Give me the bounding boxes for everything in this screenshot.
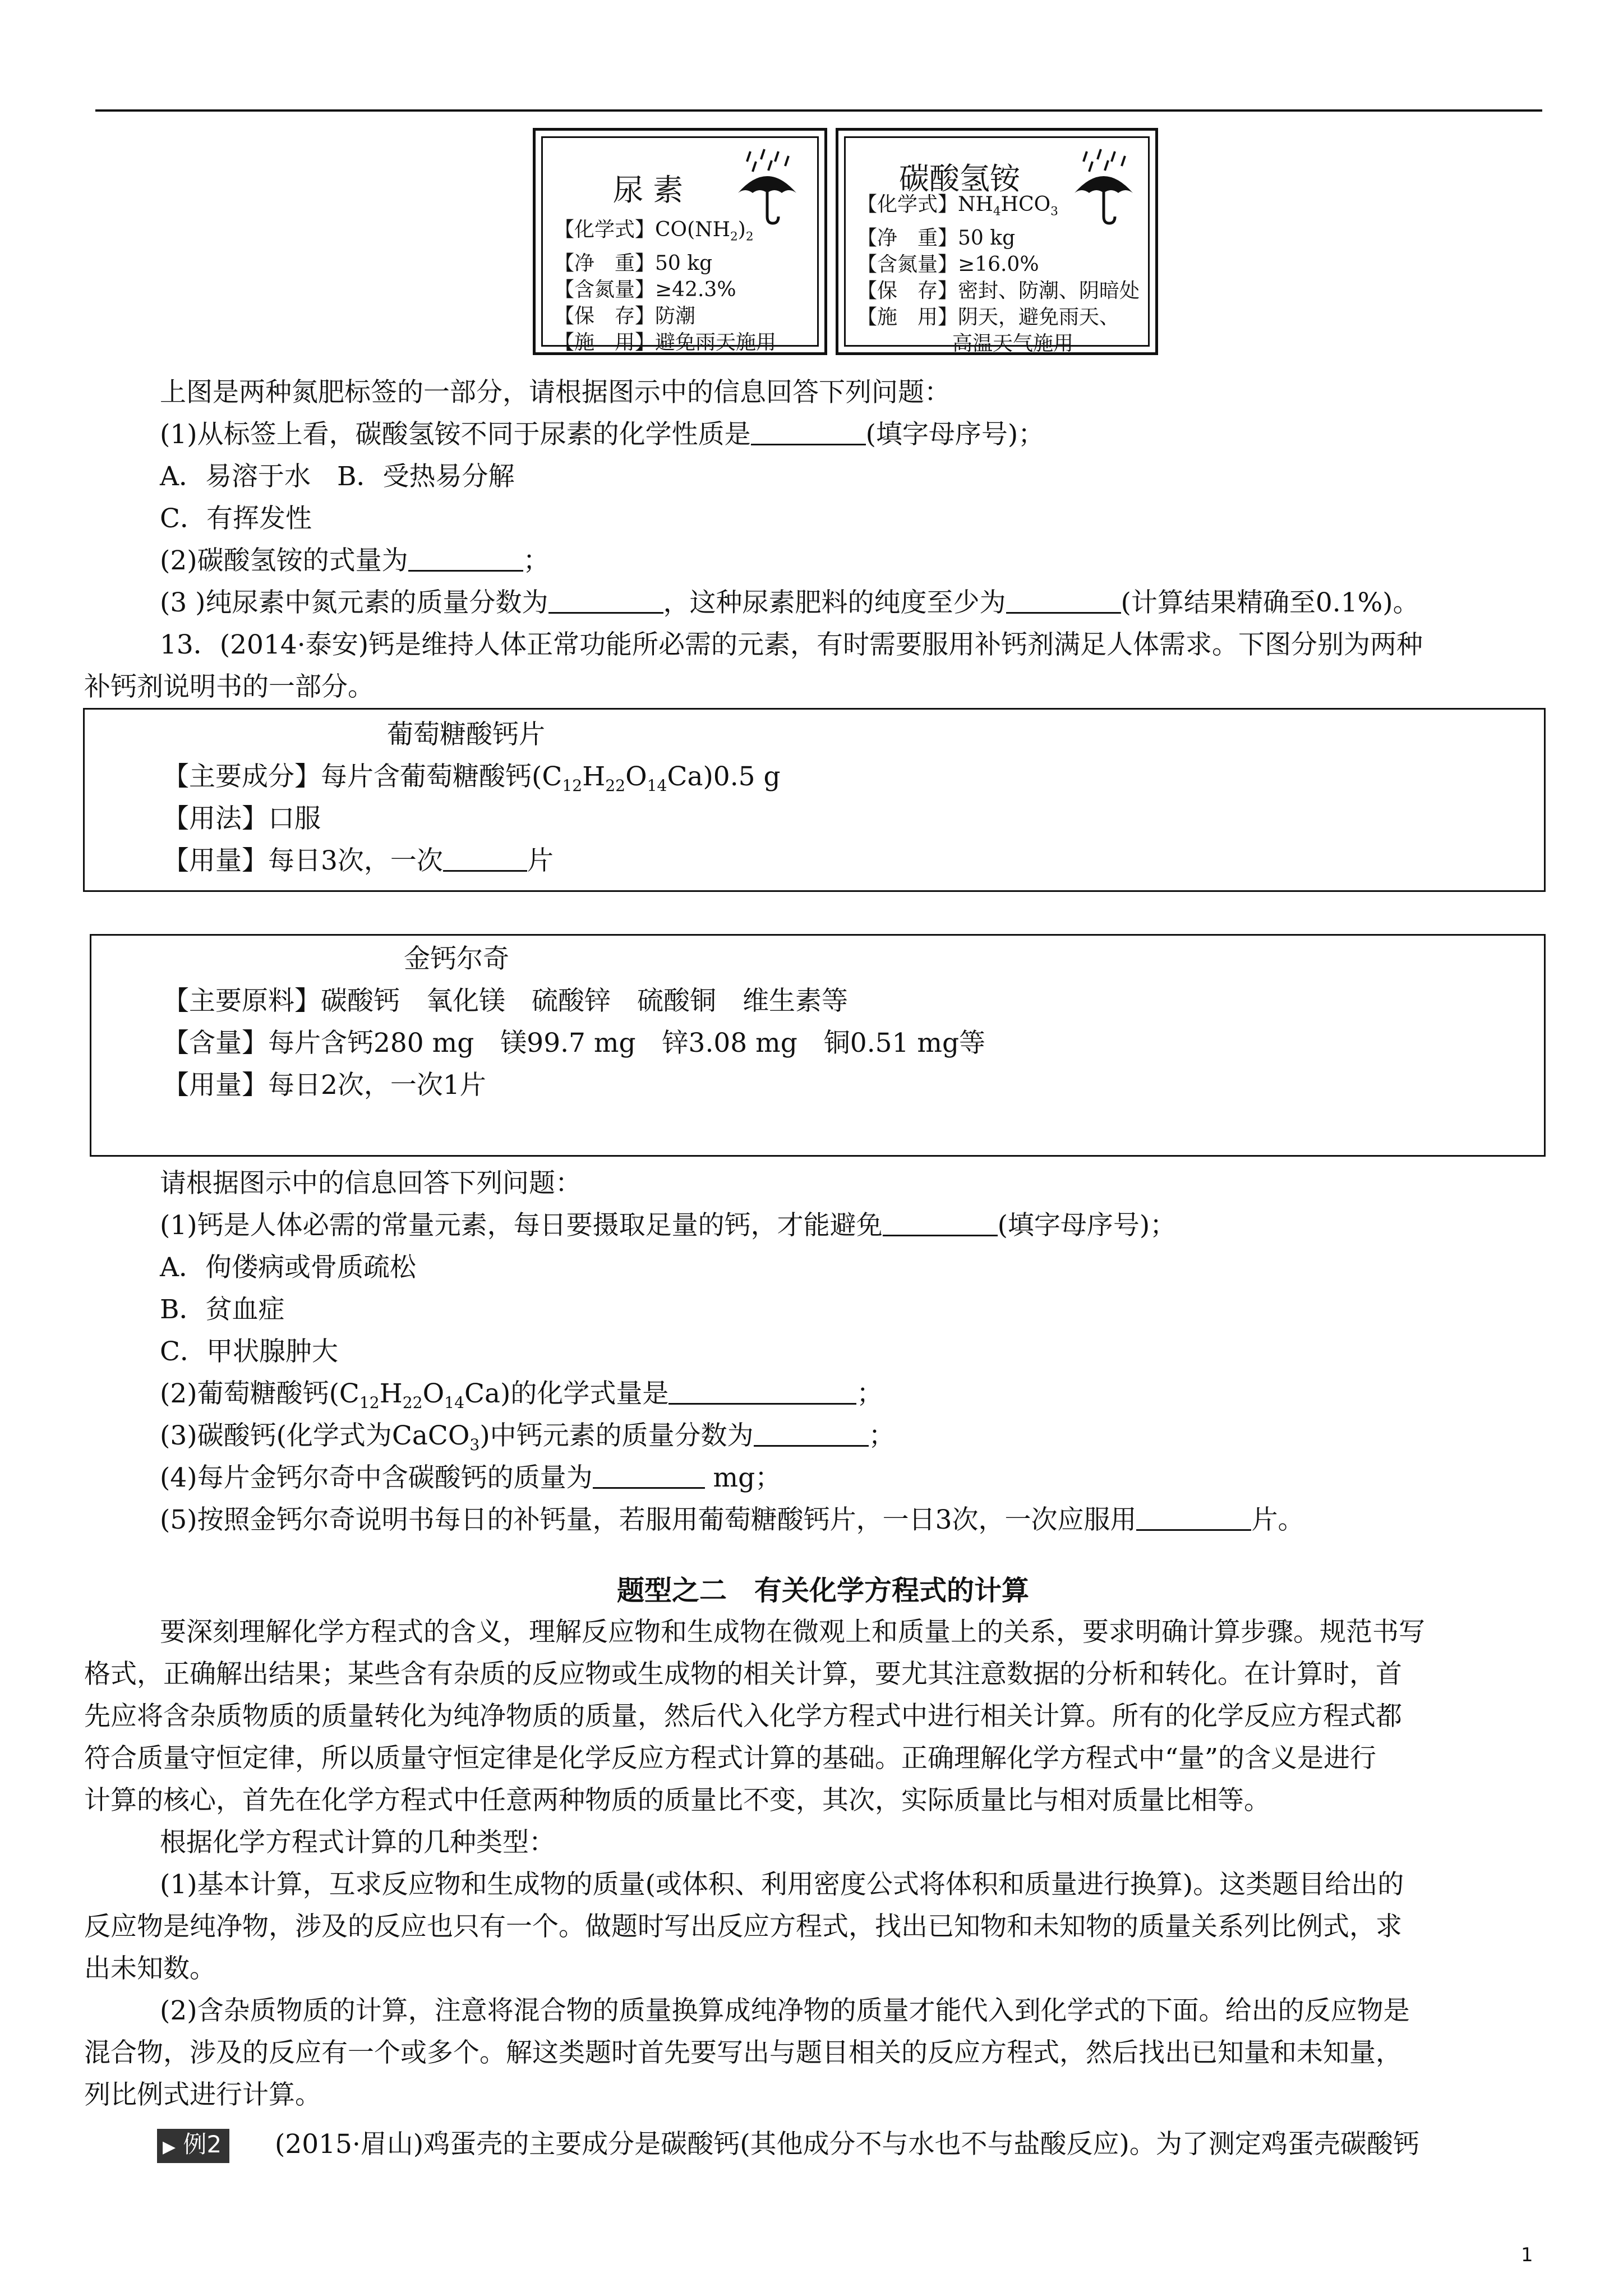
box1-usage: 【用法】口服 (163, 803, 321, 834)
nh4-weight-row: 【净 重】50 kg (857, 226, 1016, 250)
section-para3-line3: 出未知数。 (84, 1953, 216, 1984)
answer-blank[interactable] (754, 1423, 869, 1447)
section-para4-line1: (2)含杂质物质的计算，注意将混合物的质量换算成纯净物的质量才能代入到化学式的下面。给出的反应物是 (160, 1995, 1410, 2026)
nh4-usage-row-cont: 高温天气施用 (952, 332, 1074, 355)
urea-label-rows (554, 217, 776, 356)
q13-part4: (4)每片金钙尔奇中含碳酸钙的质量为 mg； (160, 1462, 782, 1493)
nh4-label-title: 碳酸氢铵 (899, 161, 1020, 196)
nh4-nitrogen-row: 【含氮量】≥16.0% (857, 252, 1039, 276)
urea-label (533, 128, 827, 355)
urea-weight-row: 【净 重】50 kg (554, 251, 713, 275)
section-para1-line1: 要深刻理解化学方程式的含义，理解反应物和生成物在微观上和质量上的关系，要求明确计算步骤。规范书写 (160, 1617, 1425, 1648)
q12-part2: (2)碳酸氢铵的式量为 ； (160, 545, 550, 576)
section-para3-line2: 反应物是纯净物，涉及的反应也只有一个。做题时写出反应方程式，找出已知物和未知物的质量关系列比例式，求 (84, 1911, 1402, 1942)
nh4-usage-row: 【施 用】阴天，避免雨天、 (857, 305, 1120, 329)
urea-nitrogen-row: 【含氮量】≥42.3% (554, 278, 736, 301)
answer-blank[interactable] (1006, 590, 1121, 614)
box2-content: 【含量】每片含钙280 mg 镁99.7 mg 锌3.08 mg 铜0.51 mg等 (163, 1028, 986, 1059)
box2-dosage: 【用量】每日2次，一次1片 (163, 1070, 486, 1101)
urea-formula-row: 【化学式】$CO(NH_2)_2$ (554, 218, 754, 244)
q12-part3: (3 )纯尿素中氮元素的质量分数为 ，这种尿素肥料的纯度至少为 (计算结果精确至0.1%)。 (160, 587, 1419, 618)
answer-blank[interactable] (1136, 1507, 1251, 1531)
box1-dosage: 【用量】每日3次，一次 片 (163, 845, 554, 876)
q13-option-b: B．贫血症 (160, 1294, 285, 1325)
nh4-formula-row: 【化学式】$NH_4HCO_3$ (857, 193, 1058, 219)
urea-label-title: 尿 素 (613, 172, 684, 208)
urea-storage-row: 【保 存】防潮 (554, 304, 696, 328)
answer-blank[interactable] (408, 547, 523, 572)
answer-blank[interactable] (668, 1381, 856, 1405)
q13-part3: (3)碳酸钙(化学式为CaCO$_3$)中钙元素的质量分数为 ； (160, 1420, 895, 1454)
section-para1-line2: 格式，正确解出结果；某些含有杂质的反应物或生成物的相关计算，要尤其注意数据的分析和转化。在计算时，首 (84, 1659, 1402, 1690)
section-para1-line5: 计算的核心，首先在化学方程式中任意两种物质的质量比不变，其次，实际质量比与相对质量比相等。 (84, 1785, 1270, 1816)
q13-heading-line1: 13．(2014·泰安)钙是维持人体正常功能所必需的元素，有时需要服用补钙剂满足人体需求。下图分别为两种 (160, 629, 1423, 660)
q12-intro: 上图是两种氮肥标签的一部分，请根据图示中的信息回答下列问题： (160, 377, 951, 408)
nh4-storage-row: 【保 存】密封、防潮、阴暗处 (857, 279, 1140, 302)
section-para4-line2: 混合物，涉及的反应有一个或多个。解这类题时首先要写出与题目相关的反应方程式，然后找出已知量和未知量， (84, 2037, 1402, 2068)
page-number: 1 (1521, 2244, 1533, 2266)
ammonium-bicarbonate-label (836, 128, 1158, 355)
q12-options-ab: A．易溶于水 B．受热易分解 (160, 461, 515, 492)
q12-option-c: C．有挥发性 (160, 503, 312, 534)
box2-ingredients: 【主要原料】碳酸钙 氧化镁 硫酸锌 硫酸铜 维生素等 (163, 986, 848, 1016)
example-badge (157, 2129, 229, 2163)
q12-part1: (1)从标签上看，碳酸氢铵不同于尿素的化学性质是 (填字母序号)； (160, 419, 1045, 450)
nh4-label-rows (857, 191, 1140, 357)
section-para3-line1: (1)基本计算，互求反应物和生成物的质量(或体积、利用密度公式将体积和质量进行换算)。这类题目给出的 (160, 1869, 1404, 1900)
answer-blank[interactable] (443, 848, 527, 872)
umbrella-rain-icon (734, 148, 801, 227)
example-label: 例2 (183, 2131, 222, 2158)
q13-part5: (5)按照金钙尔奇说明书每日的补钙量，若服用葡萄糖酸钙片，一日3次，一次应服用 片。 (160, 1504, 1304, 1535)
box2-title: 金钙尔奇 (404, 944, 509, 974)
box1-title: 葡萄糖酸钙片 (387, 719, 545, 750)
answer-blank[interactable] (883, 1212, 998, 1236)
example-text: (2015·眉山)鸡蛋壳的主要成分是碳酸钙(其他成分不与水也不与盐酸反应)。为了测定鸡蛋壳碳酸钙 (275, 2129, 1419, 2160)
q13-option-c: C．甲状腺肿大 (160, 1336, 338, 1367)
q13-part1: (1)钙是人体必需的常量元素，每日要摄取足量的钙，才能避免 (填字母序号)； (160, 1210, 1177, 1241)
section-para1-line3: 先应将含杂质物质的质量转化为纯净物质的质量，然后代入化学方程式中进行相关计算。所有的化学反应方程式都 (84, 1701, 1402, 1732)
q13-part2: (2)葡萄糖酸钙$(C_{12}H_{22}O_{14}Ca)$的化学式量是 ； (160, 1378, 883, 1412)
q13-intro: 请根据图示中的信息回答下列问题： (160, 1168, 582, 1199)
q13-heading-line2: 补钙剂说明书的一部分。 (84, 671, 374, 702)
section-para1-line4: 符合质量守恒定律，所以质量守恒定律是化学反应方程式计算的基础。正确理解化学方程式中“量”的含义是进行 (84, 1743, 1377, 1774)
answer-blank[interactable] (751, 421, 866, 445)
answer-blank[interactable] (593, 1465, 705, 1489)
q13-option-a: A．佝偻病或骨质疏松 (160, 1252, 416, 1283)
section-para2: 根据化学方程式计算的几种类型： (160, 1827, 555, 1858)
answer-blank[interactable] (548, 590, 663, 614)
section-para4-line3: 列比例式进行计算。 (84, 2079, 321, 2110)
box1-ingredient: 【主要成分】每片含葡萄糖酸钙$(C_{12}H_{22}O_{14}Ca)0.5$ g (163, 761, 781, 795)
header-rule (95, 109, 1542, 112)
urea-usage-row: 【施 用】避免雨天施用 (554, 330, 777, 354)
section-title: 题型之二 有关化学方程式的计算 (617, 1574, 1030, 1607)
play-triangle-icon: ▶ (163, 2137, 176, 2157)
